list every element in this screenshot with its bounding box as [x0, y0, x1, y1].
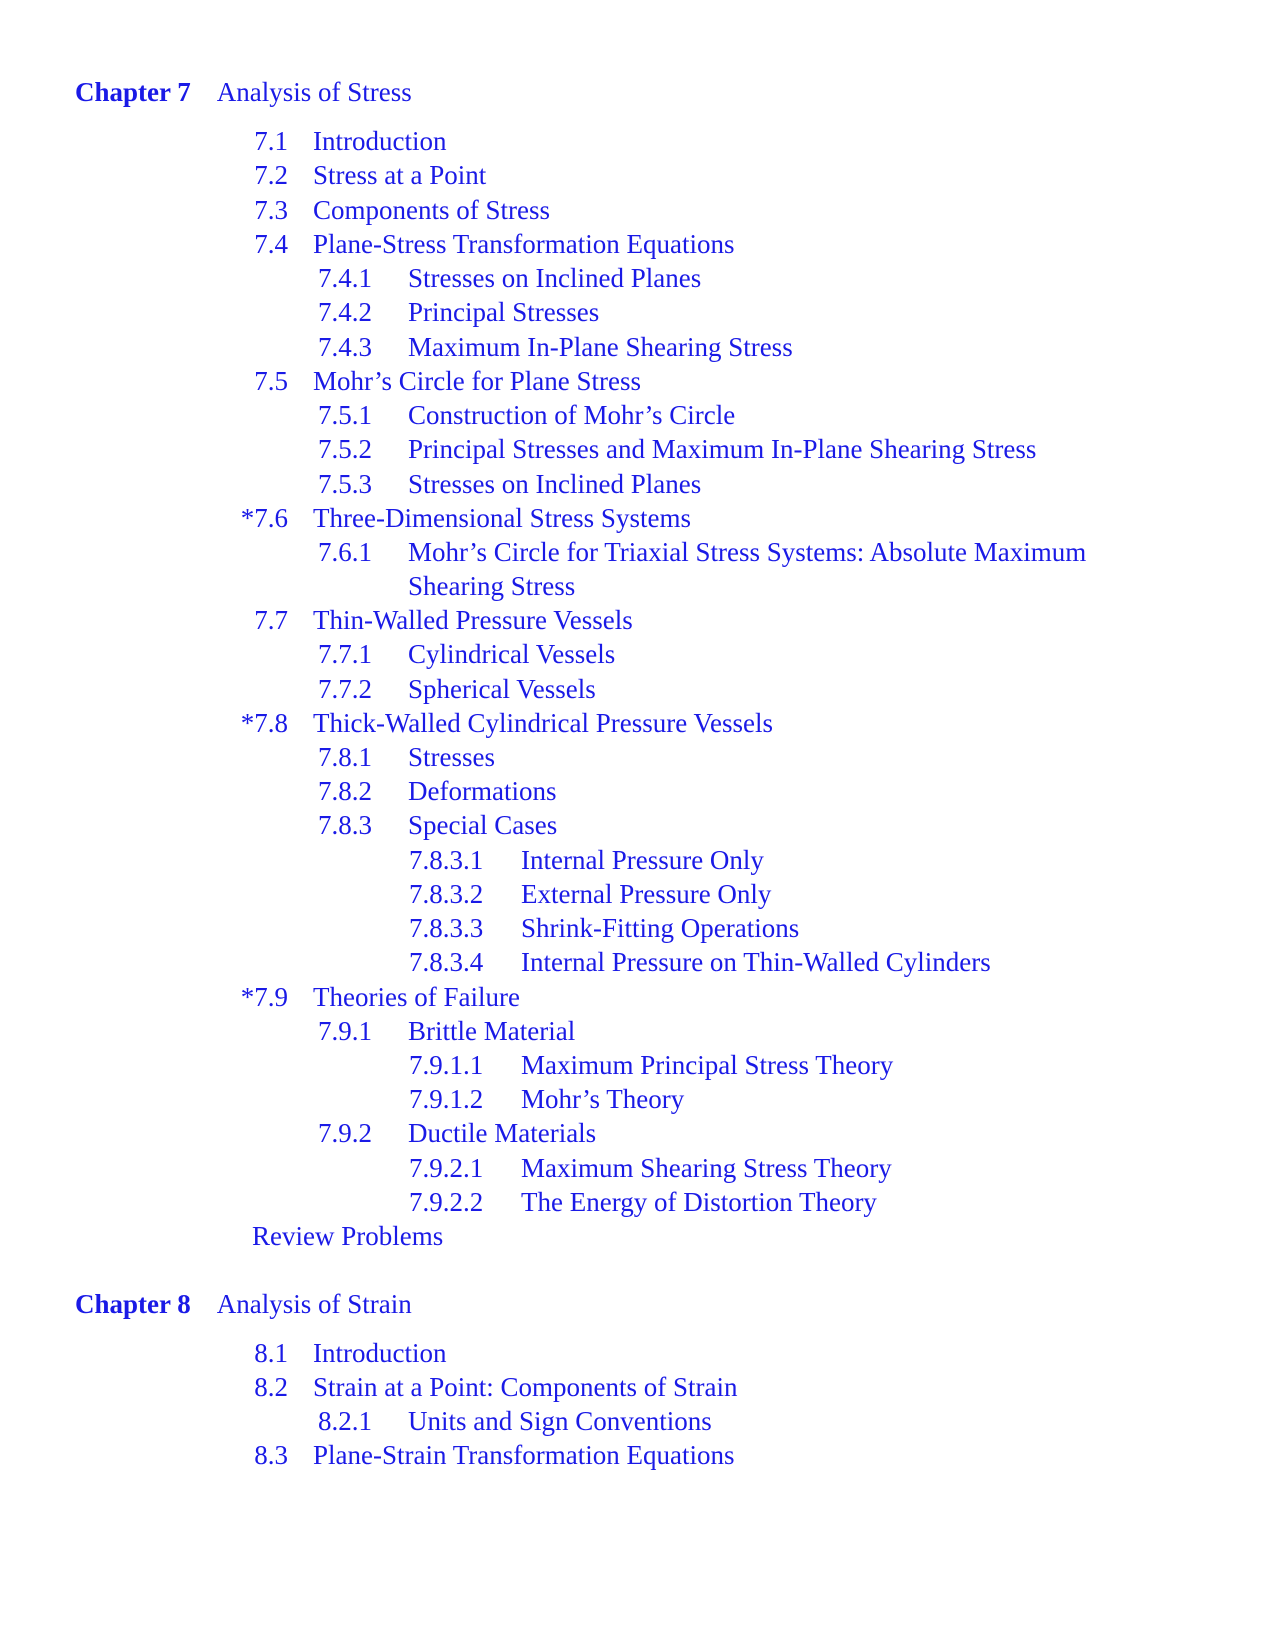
toc-entry-8-2[interactable] — [223, 1370, 738, 1404]
toc-title: Stress at a Point — [313, 160, 487, 190]
toc-entry-8-1[interactable] — [223, 1336, 447, 1370]
toc-entry-7-9-1-2[interactable] — [409, 1082, 685, 1116]
toc-entry-7-5-1[interactable] — [318, 398, 736, 432]
toc-title: Theories of Failure — [313, 982, 520, 1012]
toc-number: 7.4.1 — [318, 263, 372, 293]
toc-entry-7-4-3[interactable] — [318, 330, 793, 364]
toc-title: Special Cases — [408, 810, 558, 840]
toc-entry-7-5-2[interactable] — [318, 432, 1037, 466]
toc-title: Introduction — [313, 126, 447, 156]
toc-entry-7-9-2-1[interactable] — [409, 1151, 892, 1185]
toc-entry-7-9-2[interactable] — [318, 1116, 597, 1150]
review-problems-link[interactable]: Review Problems — [252, 1221, 444, 1251]
toc-number: 7.7 — [254, 605, 288, 635]
toc-entry-8-2-1[interactable] — [318, 1404, 712, 1438]
toc-number: 7.5.3 — [318, 469, 372, 499]
toc-entry-7-8-3[interactable] — [318, 808, 558, 842]
toc-title: Thick-Walled Cylindrical Pressure Vessels — [313, 708, 773, 738]
toc-entry-7-5[interactable] — [223, 364, 641, 398]
toc-number: 7.9.2.1 — [409, 1153, 484, 1183]
toc-number: 7.8.3.1 — [409, 845, 484, 875]
toc-entry-7-5-3[interactable] — [318, 467, 702, 501]
chapter-7-heading[interactable] — [75, 75, 412, 109]
toc-entry-7-7-1[interactable] — [318, 637, 616, 671]
toc-number: *7.9 — [240, 982, 288, 1012]
toc-title: Stresses — [408, 742, 495, 772]
toc-title: Spherical Vessels — [408, 674, 596, 704]
toc-title: Principal Stresses and Maximum In-Plane Shearing Stress — [408, 434, 1037, 464]
toc-title: Maximum Shearing Stress Theory — [521, 1153, 892, 1183]
toc-title: Deformations — [408, 776, 557, 806]
toc-number: 8.2.1 — [318, 1406, 372, 1436]
toc-entry-7-8-3-3[interactable] — [409, 911, 800, 945]
toc-number: 7.8.3 — [318, 810, 372, 840]
chapter-8-heading[interactable] — [75, 1287, 412, 1321]
toc-entry-7-8-3-1[interactable] — [409, 843, 764, 877]
toc-number: 7.5 — [254, 366, 288, 396]
toc-entry-7-7[interactable] — [223, 603, 633, 637]
toc-number: 7.1 — [254, 126, 288, 156]
toc-entry-7-4[interactable] — [223, 227, 735, 261]
toc-title: Mohr’s Circle for Triaxial Stress Systems: Absolute Maximum — [408, 537, 1087, 567]
toc-number: 7.4.2 — [318, 297, 372, 327]
toc-number: 7.4 — [254, 229, 288, 259]
toc-entry-7-7-2[interactable] — [318, 672, 596, 706]
toc-title: Thin-Walled Pressure Vessels — [313, 605, 633, 635]
toc-title: Brittle Material — [408, 1016, 576, 1046]
toc-title: Strain at a Point: Components of Strain — [313, 1372, 738, 1402]
toc-number: 7.9.2.2 — [409, 1187, 484, 1217]
toc-entry-7-3[interactable] — [223, 193, 551, 227]
toc-number: 7.9.1.2 — [409, 1084, 484, 1114]
toc-title: Principal Stresses — [408, 297, 600, 327]
toc-title: The Energy of Distortion Theory — [521, 1187, 877, 1217]
toc-title: Mohr’s Theory — [521, 1084, 685, 1114]
toc-number: 8.2 — [254, 1372, 288, 1402]
toc-entry-7-8-3-2[interactable] — [409, 877, 772, 911]
toc-entry-7-9-1[interactable] — [318, 1014, 576, 1048]
toc-title: Three-Dimensional Stress Systems — [313, 503, 691, 533]
toc-title: Internal Pressure Only — [521, 845, 764, 875]
toc-entry-8-3[interactable] — [223, 1438, 735, 1472]
toc-title: Cylindrical Vessels — [408, 639, 616, 669]
toc-number: 8.3 — [254, 1440, 288, 1470]
toc-number: 8.1 — [254, 1338, 288, 1368]
toc-entry-7-6[interactable] — [223, 501, 691, 535]
toc-title: Introduction — [313, 1338, 447, 1368]
toc-title: Units and Sign Conventions — [408, 1406, 712, 1436]
toc-title: Construction of Mohr’s Circle — [408, 400, 736, 430]
toc-number: 7.8.3.4 — [409, 947, 484, 977]
toc-number: 7.9.1.1 — [409, 1050, 484, 1080]
toc-title: Ductile Materials — [408, 1118, 597, 1148]
toc-number: 7.9.1 — [318, 1016, 372, 1046]
chapter-7-label: Chapter 7 — [75, 77, 191, 107]
toc-title: Stresses on Inclined Planes — [408, 469, 702, 499]
toc-number: 7.8.2 — [318, 776, 372, 806]
toc-title: Plane-Strain Transformation Equations — [313, 1440, 735, 1470]
toc-number: 7.7.1 — [318, 639, 372, 669]
toc-entry-7-6-1-continuation[interactable]: Shearing Stress — [408, 571, 576, 601]
toc-title: Components of Stress — [313, 195, 551, 225]
toc-number: *7.8 — [240, 708, 288, 738]
toc-title: Maximum In-Plane Shearing Stress — [408, 332, 793, 362]
toc-entry-7-4-1[interactable] — [318, 261, 702, 295]
toc-entry-7-9-2-2[interactable] — [409, 1185, 877, 1219]
chapter-8-title[interactable]: Analysis of Strain — [216, 1289, 412, 1319]
toc-entry-7-1[interactable] — [223, 124, 447, 158]
toc-entry-7-8-2[interactable] — [318, 774, 557, 808]
toc-title: Mohr’s Circle for Plane Stress — [313, 366, 641, 396]
toc-entry-7-4-2[interactable] — [318, 295, 600, 329]
toc-number: 7.8.1 — [318, 742, 372, 772]
toc-entry-7-9-1-1[interactable] — [409, 1048, 894, 1082]
toc-number: 7.3 — [254, 195, 288, 225]
toc-title: External Pressure Only — [521, 879, 772, 909]
toc-title: Stresses on Inclined Planes — [408, 263, 702, 293]
toc-title: Maximum Principal Stress Theory — [521, 1050, 894, 1080]
toc-title: Plane-Stress Transformation Equations — [313, 229, 735, 259]
toc-entry-7-8-3-4[interactable] — [409, 945, 991, 979]
toc-title: Internal Pressure on Thin-Walled Cylinders — [521, 947, 991, 977]
toc-title: Shrink-Fitting Operations — [521, 913, 800, 943]
toc-number: 7.5.2 — [318, 434, 372, 464]
toc-entry-7-2[interactable] — [223, 158, 487, 192]
chapter-8-label: Chapter 8 — [75, 1289, 191, 1319]
chapter-7-title[interactable]: Analysis of Stress — [216, 77, 412, 107]
toc-entry-7-8[interactable] — [223, 706, 773, 740]
toc-number: 7.8.3.2 — [409, 879, 484, 909]
toc-number: *7.6 — [240, 503, 288, 533]
toc-entry-7-9[interactable] — [223, 980, 520, 1014]
toc-entry-7-6-1[interactable] — [318, 535, 1087, 569]
toc-number: 7.9.2 — [318, 1118, 372, 1148]
toc-number: 7.6.1 — [318, 537, 372, 567]
toc-number: 7.5.1 — [318, 400, 372, 430]
toc-number: 7.4.3 — [318, 332, 372, 362]
toc-number: 7.8.3.3 — [409, 913, 484, 943]
toc-number: 7.7.2 — [318, 674, 372, 704]
toc-number: 7.2 — [254, 160, 288, 190]
toc-entry-7-8-1[interactable] — [318, 740, 495, 774]
